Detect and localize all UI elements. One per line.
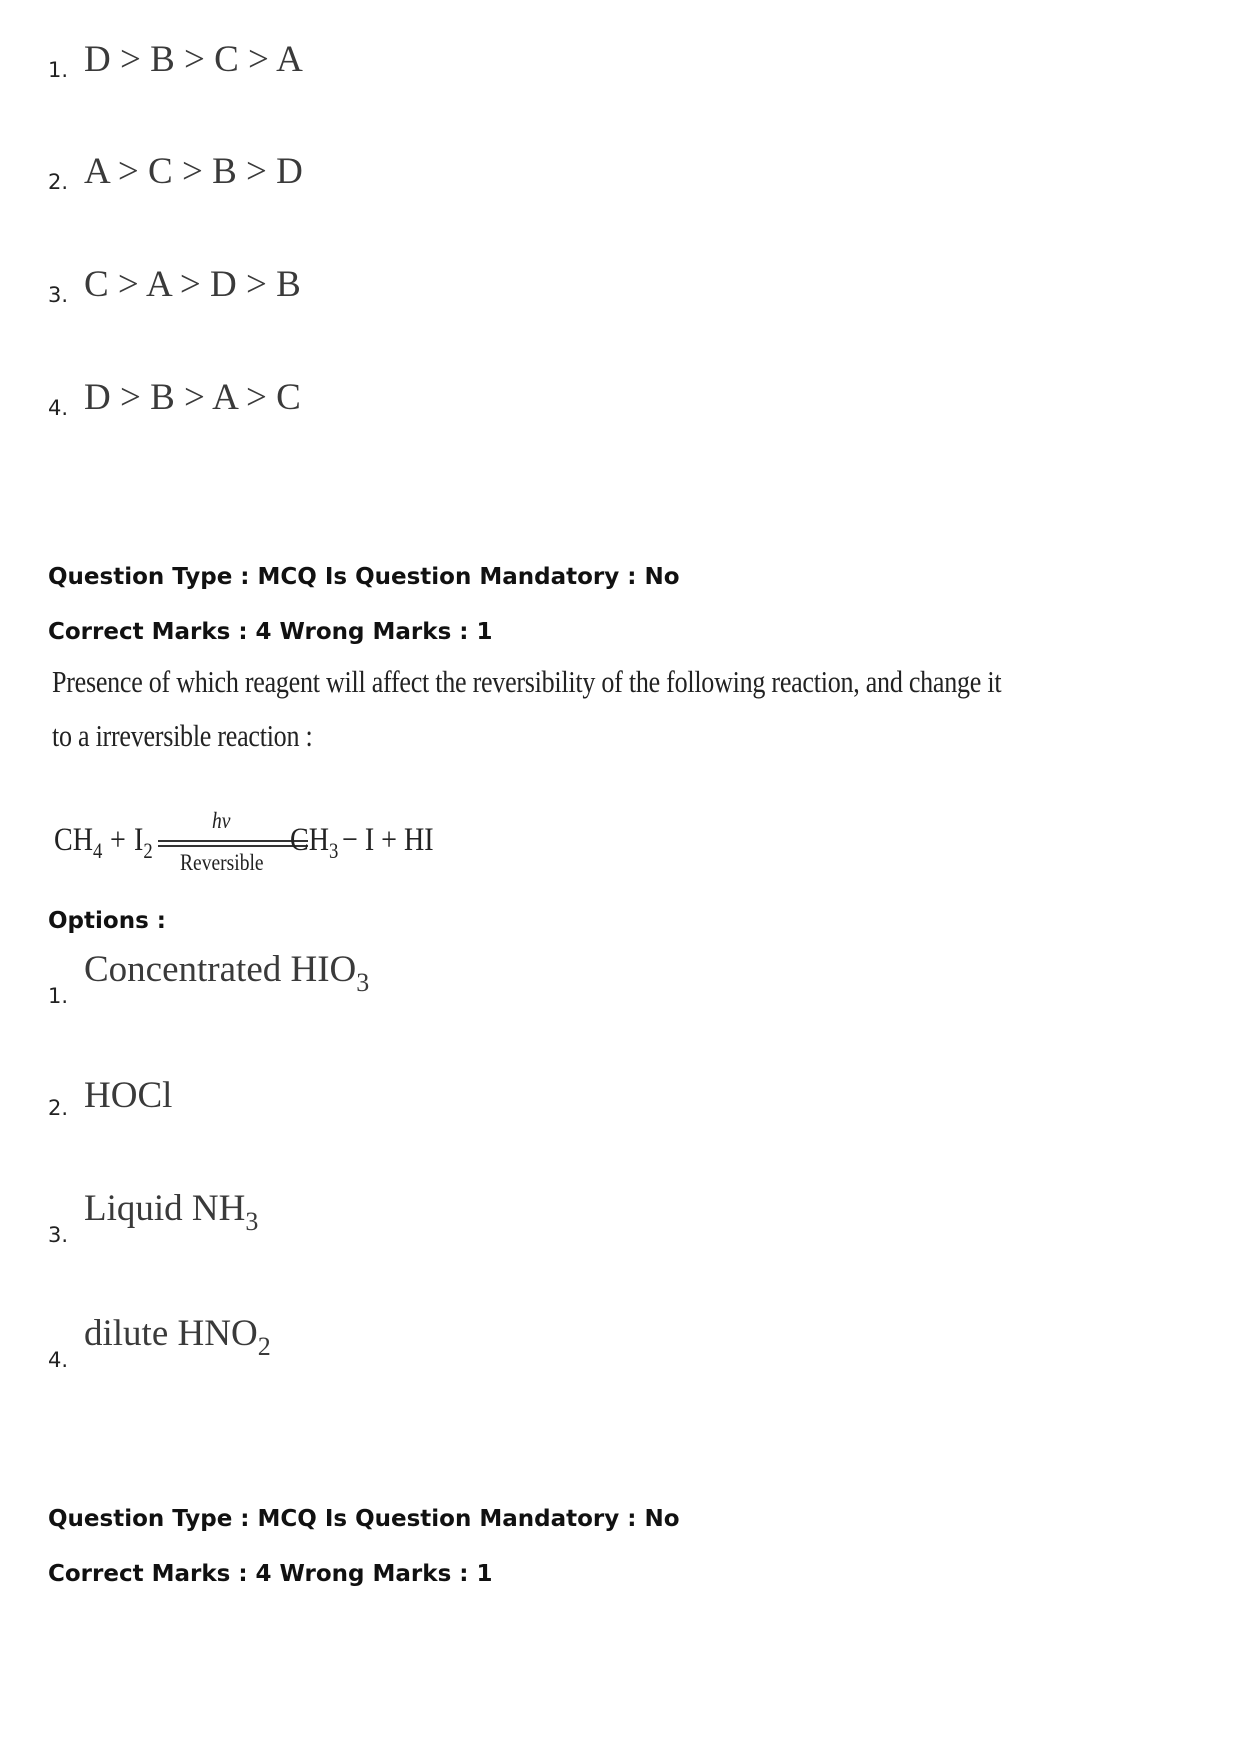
options-label: Options : — [48, 908, 166, 934]
reaction-equation — [54, 796, 494, 896]
option-number: 4. — [48, 396, 69, 420]
reactant-ch4: $CH_4$ — [54, 822, 103, 863]
marks-line: Correct Marks : 4 Wrong Marks : 1 — [48, 619, 493, 645]
marks-line-2: Correct Marks : 4 Wrong Marks : 1 — [48, 1561, 493, 1587]
arrow-label-below: Reversible — [180, 850, 264, 875]
product-ch3: $CH_3$ — [290, 822, 339, 863]
reactant-i2: $I_2$ — [134, 822, 153, 863]
arrow-label-above: hν — [212, 808, 231, 833]
option-number: 2. — [48, 170, 69, 194]
question-type-line-2: Question Type : MCQ Is Question Mandatory : No — [48, 1506, 680, 1532]
option-number: 2. — [48, 1096, 69, 1120]
option-text: D > B > C > A — [84, 39, 303, 80]
option-number: 3. — [48, 1223, 69, 1247]
option-text: HOCl — [84, 1075, 173, 1116]
option-number: 1. — [48, 58, 69, 82]
question-type-line: Question Type : MCQ Is Question Mandatory : No — [48, 564, 680, 590]
reverse-arrow — [158, 845, 308, 847]
option-text: D > B > A > C — [84, 377, 301, 418]
option-text: dilute $HNO_2$ — [84, 1313, 271, 1361]
option-number: 3. — [48, 283, 69, 307]
option-text: Liquid $NH_3$ — [84, 1188, 259, 1236]
option-number: 1. — [48, 984, 69, 1008]
forward-arrow — [158, 840, 308, 842]
option-text: Concentrated $HIO_3$ — [84, 949, 370, 997]
product-rest: − I + HI — [342, 822, 434, 858]
question-text-line-1: Presence of which reagent will affect the reversibility of the following reaction, and change it — [52, 664, 1002, 699]
option-number: 4. — [48, 1348, 69, 1372]
option-text: C > A > D > B — [84, 264, 301, 305]
question-text-line-2: to a irreversible reaction : — [52, 718, 313, 753]
option-text: A > C > B > D — [84, 151, 303, 192]
plus-sign: + — [110, 822, 126, 858]
